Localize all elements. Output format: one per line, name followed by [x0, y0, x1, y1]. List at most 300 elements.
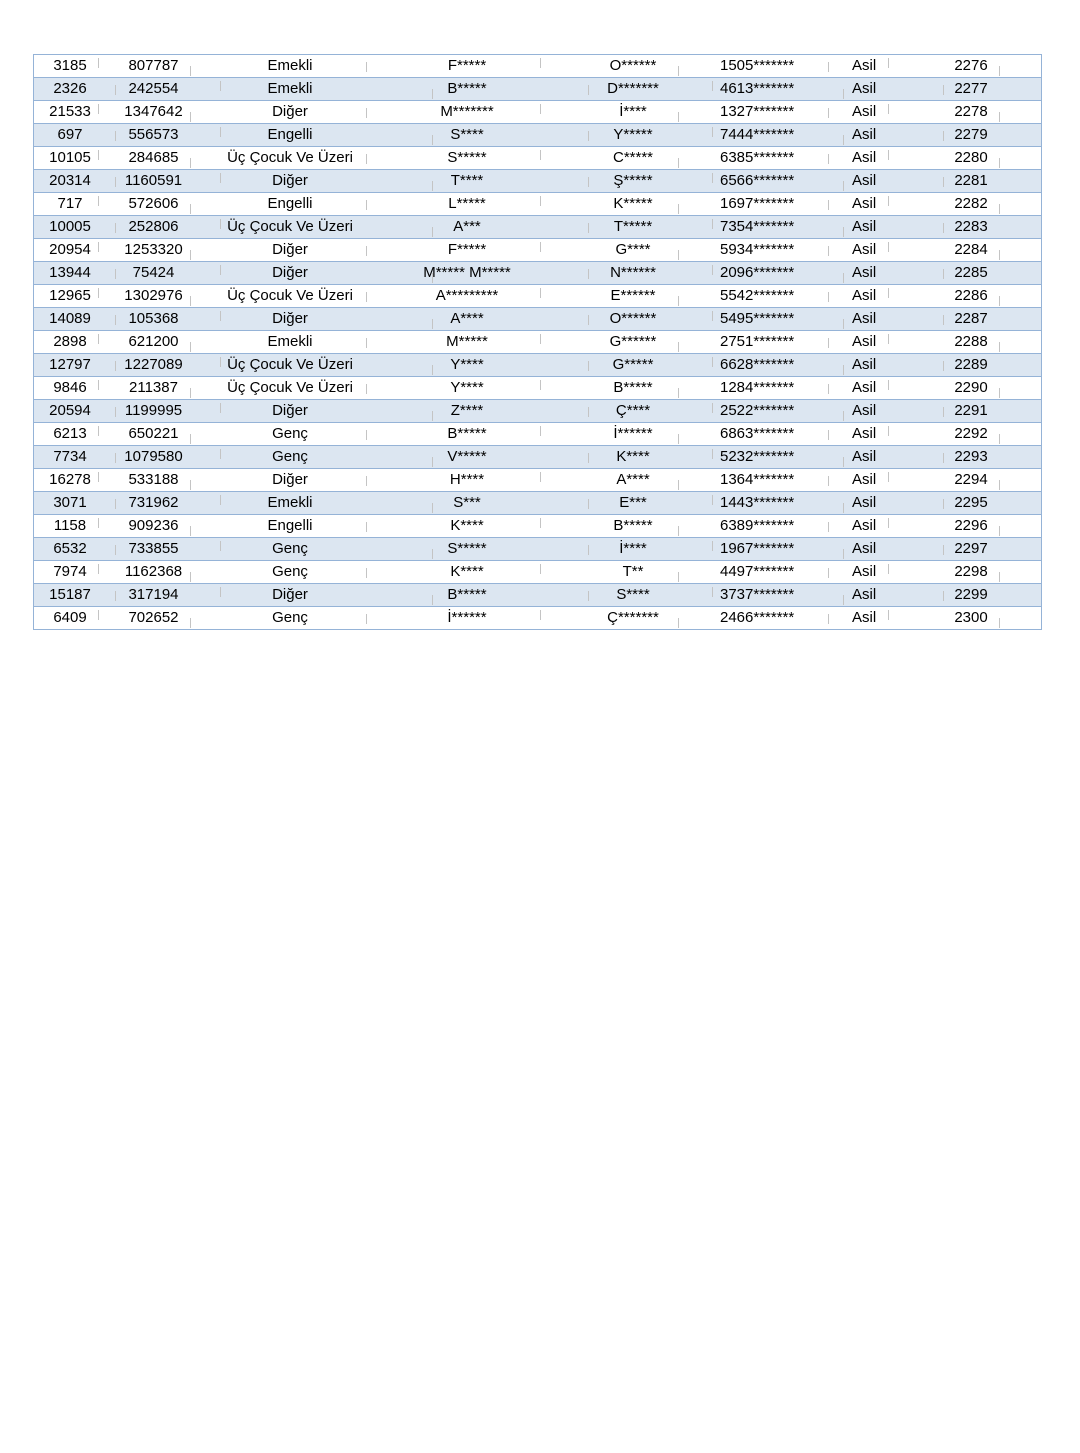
guide-tick	[115, 177, 116, 187]
guide-tick	[888, 610, 889, 620]
row-number-cell: 10005	[49, 218, 91, 235]
masked-id-cell: 3737*******	[720, 586, 795, 603]
row-number-cell: 717	[57, 195, 83, 212]
guide-tick	[943, 545, 944, 555]
status-cell: Asil	[852, 103, 877, 120]
table-row	[34, 170, 1041, 193]
guide-tick	[190, 434, 191, 444]
guide-tick	[115, 85, 116, 95]
sequence-cell: 2288	[954, 333, 988, 350]
guide-tick	[190, 526, 191, 536]
table-row	[34, 423, 1041, 446]
first-name-cell: Y****	[450, 379, 484, 396]
sequence-cell: 2277	[954, 80, 988, 97]
id-cell: 284685	[128, 149, 179, 166]
id-cell: 731962	[128, 494, 179, 511]
row-number-cell: 7974	[53, 563, 87, 580]
table-row	[34, 285, 1041, 308]
last-name-cell: O******	[609, 57, 657, 74]
status-cell: Asil	[852, 471, 877, 488]
status-cell: Asil	[852, 494, 877, 511]
masked-id-cell: 1284*******	[720, 379, 795, 396]
first-name-cell: F*****	[447, 241, 487, 258]
guide-tick	[432, 89, 433, 99]
sequence-cell: 2290	[954, 379, 988, 396]
id-cell: 1347642	[124, 103, 183, 120]
guide-tick	[366, 614, 367, 624]
guide-tick	[115, 499, 116, 509]
status-cell: Asil	[852, 333, 877, 350]
guide-tick	[190, 66, 191, 76]
status-cell: Asil	[852, 609, 877, 626]
guide-tick	[220, 219, 221, 229]
table-row	[34, 147, 1041, 170]
masked-id-cell: 1967*******	[720, 540, 795, 557]
category-cell: Genç	[272, 425, 308, 442]
masked-id-cell: 2522*******	[720, 402, 795, 419]
first-name-cell: F*****	[447, 57, 487, 74]
sequence-cell: 2283	[954, 218, 988, 235]
first-name-cell: Z****	[450, 402, 484, 419]
status-cell: Asil	[852, 195, 877, 212]
guide-tick	[678, 388, 679, 398]
last-name-cell: D*******	[607, 80, 659, 97]
guide-tick	[366, 476, 367, 486]
guide-tick	[828, 200, 829, 210]
status-cell: Asil	[852, 149, 877, 166]
guide-tick	[540, 150, 541, 160]
first-name-cell: A****	[450, 310, 484, 327]
sequence-cell: 2281	[954, 172, 988, 189]
guide-tick	[712, 127, 713, 137]
guide-tick	[843, 549, 844, 559]
guide-tick	[999, 572, 1000, 582]
guide-tick	[999, 434, 1000, 444]
guide-tick	[712, 173, 713, 183]
id-cell: 1302976	[124, 287, 183, 304]
category-cell: Diğer	[272, 471, 308, 488]
category-cell: Engelli	[267, 126, 313, 143]
masked-id-cell: 6566*******	[720, 172, 795, 189]
guide-tick	[678, 112, 679, 122]
guide-tick	[98, 564, 99, 574]
guide-tick	[190, 158, 191, 168]
category-cell: Üç Çocuk Ve Üzeri	[227, 218, 353, 235]
sequence-cell: 2294	[954, 471, 988, 488]
guide-tick	[888, 58, 889, 68]
guide-tick	[540, 104, 541, 114]
status-cell: Asil	[852, 379, 877, 396]
guide-tick	[540, 472, 541, 482]
masked-id-cell: 5232*******	[720, 448, 795, 465]
last-name-cell: B*****	[613, 379, 653, 396]
last-name-cell: Ş*****	[613, 172, 653, 189]
id-cell: 650221	[128, 425, 179, 442]
guide-tick	[588, 591, 589, 601]
guide-tick	[190, 388, 191, 398]
sequence-cell: 2297	[954, 540, 988, 557]
id-cell: 252806	[128, 218, 179, 235]
last-name-cell: Ç****	[615, 402, 651, 419]
guide-tick	[432, 549, 433, 559]
guide-tick	[540, 564, 541, 574]
row-number-cell: 14089	[49, 310, 91, 327]
last-name-cell: E***	[619, 494, 647, 511]
status-cell: Asil	[852, 264, 877, 281]
guide-tick	[115, 453, 116, 463]
category-cell: Emekli	[267, 57, 313, 74]
masked-id-cell: 1443*******	[720, 494, 795, 511]
status-cell: Asil	[852, 80, 877, 97]
guide-tick	[843, 411, 844, 421]
first-name-cell: B*****	[447, 425, 487, 442]
sequence-cell: 2295	[954, 494, 988, 511]
first-name-cell: M*****	[446, 333, 488, 350]
guide-tick	[843, 227, 844, 237]
table-row	[34, 124, 1041, 147]
guide-tick	[843, 89, 844, 99]
guide-tick	[190, 204, 191, 214]
guide-tick	[115, 223, 116, 233]
first-name-cell: A*********	[435, 287, 499, 304]
status-cell: Asil	[852, 310, 877, 327]
guide-tick	[432, 457, 433, 467]
guide-tick	[98, 196, 99, 206]
guide-tick	[888, 426, 889, 436]
sequence-cell: 2296	[954, 517, 988, 534]
guide-tick	[432, 365, 433, 375]
guide-tick	[540, 196, 541, 206]
guide-tick	[943, 315, 944, 325]
status-cell: Asil	[852, 218, 877, 235]
id-cell: 242554	[128, 80, 179, 97]
status-cell: Asil	[852, 448, 877, 465]
id-cell: 572606	[128, 195, 179, 212]
guide-tick	[943, 177, 944, 187]
masked-id-cell: 6389*******	[720, 517, 795, 534]
masked-id-cell: 7444*******	[720, 126, 795, 143]
last-name-cell: İ****	[619, 540, 647, 557]
guide-tick	[999, 204, 1000, 214]
row-number-cell: 20594	[49, 402, 91, 419]
first-name-cell: M***** M*****	[423, 264, 511, 281]
first-name-cell: K****	[450, 563, 484, 580]
table-row	[34, 515, 1041, 538]
guide-tick	[115, 361, 116, 371]
guide-tick	[943, 131, 944, 141]
last-name-cell: K*****	[613, 195, 653, 212]
row-number-cell: 10105	[49, 149, 91, 166]
masked-id-cell: 4497*******	[720, 563, 795, 580]
sequence-cell: 2300	[954, 609, 988, 626]
guide-tick	[588, 131, 589, 141]
guide-tick	[888, 564, 889, 574]
category-cell: Emekli	[267, 494, 313, 511]
guide-tick	[588, 269, 589, 279]
last-name-cell: B*****	[613, 517, 653, 534]
category-cell: Diğer	[272, 586, 308, 603]
guide-tick	[98, 472, 99, 482]
guide-tick	[888, 196, 889, 206]
last-name-cell: T*****	[613, 218, 653, 235]
row-number-cell: 9846	[53, 379, 87, 396]
last-name-cell: İ******	[613, 425, 653, 442]
guide-tick	[588, 177, 589, 187]
guide-tick	[678, 158, 679, 168]
row-number-cell: 3071	[53, 494, 87, 511]
guide-tick	[678, 204, 679, 214]
status-cell: Asil	[852, 517, 877, 534]
category-cell: Genç	[272, 563, 308, 580]
status-cell: Asil	[852, 57, 877, 74]
masked-id-cell: 2751*******	[720, 333, 795, 350]
category-cell: Üç Çocuk Ve Üzeri	[227, 356, 353, 373]
table-row	[34, 400, 1041, 423]
guide-tick	[712, 219, 713, 229]
masked-id-cell: 2096*******	[720, 264, 795, 281]
guide-tick	[220, 357, 221, 367]
guide-tick	[712, 357, 713, 367]
guide-tick	[588, 361, 589, 371]
guide-tick	[943, 361, 944, 371]
table-row	[34, 101, 1041, 124]
status-cell: Asil	[852, 172, 877, 189]
id-cell: 211387	[129, 379, 178, 396]
guide-tick	[98, 380, 99, 390]
category-cell: Üç Çocuk Ve Üzeri	[227, 379, 353, 396]
guide-tick	[999, 112, 1000, 122]
guide-tick	[588, 85, 589, 95]
first-name-cell: T****	[450, 172, 484, 189]
guide-tick	[943, 453, 944, 463]
sequence-cell: 2284	[954, 241, 988, 258]
guide-tick	[828, 430, 829, 440]
masked-id-cell: 5934*******	[720, 241, 795, 258]
guide-tick	[220, 495, 221, 505]
last-name-cell: N******	[610, 264, 656, 281]
guide-tick	[828, 522, 829, 532]
category-cell: Genç	[272, 609, 308, 626]
guide-tick	[98, 334, 99, 344]
guide-tick	[366, 200, 367, 210]
guide-tick	[366, 384, 367, 394]
id-cell: 75424	[132, 264, 175, 281]
guide-tick	[678, 618, 679, 628]
guide-tick	[843, 319, 844, 329]
guide-tick	[366, 292, 367, 302]
guide-tick	[712, 449, 713, 459]
row-number-cell: 1158	[53, 517, 87, 534]
guide-tick	[540, 58, 541, 68]
guide-tick	[999, 388, 1000, 398]
guide-tick	[432, 135, 433, 145]
guide-tick	[678, 250, 679, 260]
category-cell: Diğer	[272, 103, 308, 120]
guide-tick	[999, 618, 1000, 628]
id-cell: 1079580	[124, 448, 183, 465]
row-number-cell: 3185	[53, 57, 87, 74]
guide-tick	[712, 495, 713, 505]
masked-id-cell: 1505*******	[720, 57, 795, 74]
guide-tick	[888, 288, 889, 298]
id-cell: 621200	[128, 333, 179, 350]
id-cell: 1227089	[124, 356, 183, 373]
guide-tick	[843, 457, 844, 467]
first-name-cell: S*****	[447, 149, 487, 166]
guide-tick	[190, 342, 191, 352]
guide-tick	[588, 315, 589, 325]
table-row	[34, 446, 1041, 469]
category-cell: Emekli	[267, 80, 313, 97]
sequence-cell: 2298	[954, 563, 988, 580]
first-name-cell: B*****	[447, 80, 487, 97]
guide-tick	[220, 265, 221, 275]
status-cell: Asil	[852, 563, 877, 580]
sequence-cell: 2279	[954, 126, 988, 143]
sequence-cell: 2299	[954, 586, 988, 603]
guide-tick	[588, 499, 589, 509]
sequence-cell: 2280	[954, 149, 988, 166]
guide-tick	[432, 411, 433, 421]
guide-tick	[828, 292, 829, 302]
guide-tick	[366, 338, 367, 348]
status-cell: Asil	[852, 356, 877, 373]
guide-tick	[843, 273, 844, 283]
id-cell: 317194	[128, 586, 179, 603]
row-number-cell: 2898	[53, 333, 87, 350]
id-cell: 105368	[128, 310, 179, 327]
guide-tick	[843, 365, 844, 375]
category-cell: Üç Çocuk Ve Üzeri	[227, 287, 353, 304]
category-cell: Engelli	[267, 195, 313, 212]
last-name-cell: T**	[622, 563, 644, 580]
sequence-cell: 2285	[954, 264, 988, 281]
table-row	[34, 354, 1041, 377]
table-row	[34, 607, 1041, 629]
table-row	[34, 377, 1041, 400]
guide-tick	[115, 315, 116, 325]
guide-tick	[115, 545, 116, 555]
guide-tick	[828, 384, 829, 394]
masked-id-cell: 1697*******	[720, 195, 795, 212]
category-cell: Diğer	[272, 310, 308, 327]
row-number-cell: 12797	[49, 356, 91, 373]
guide-tick	[678, 66, 679, 76]
sequence-cell: 2282	[954, 195, 988, 212]
guide-tick	[220, 81, 221, 91]
guide-tick	[190, 296, 191, 306]
guide-tick	[843, 503, 844, 513]
guide-tick	[999, 296, 1000, 306]
guide-tick	[943, 407, 944, 417]
masked-id-cell: 6863*******	[720, 425, 795, 442]
guide-tick	[678, 480, 679, 490]
row-number-cell: 697	[57, 126, 83, 143]
id-cell: 733855	[128, 540, 179, 557]
guide-tick	[678, 572, 679, 582]
status-cell: Asil	[852, 425, 877, 442]
guide-tick	[588, 453, 589, 463]
row-number-cell: 16278	[49, 471, 91, 488]
guide-tick	[115, 407, 116, 417]
table-row	[34, 193, 1041, 216]
guide-tick	[366, 522, 367, 532]
row-number-cell: 20954	[49, 241, 91, 258]
guide-tick	[828, 246, 829, 256]
guide-tick	[888, 518, 889, 528]
guide-tick	[220, 403, 221, 413]
first-name-cell: İ******	[447, 609, 487, 626]
last-name-cell: İ****	[619, 103, 647, 120]
guide-tick	[366, 154, 367, 164]
guide-tick	[98, 150, 99, 160]
category-cell: Diğer	[272, 241, 308, 258]
guide-tick	[712, 403, 713, 413]
guide-tick	[190, 480, 191, 490]
category-cell: Emekli	[267, 333, 313, 350]
last-name-cell: G******	[609, 333, 657, 350]
guide-tick	[190, 572, 191, 582]
first-name-cell: B*****	[447, 586, 487, 603]
sequence-cell: 2289	[954, 356, 988, 373]
id-cell: 1162368	[124, 563, 183, 580]
guide-tick	[888, 242, 889, 252]
guide-tick	[843, 135, 844, 145]
first-name-cell: V*****	[447, 448, 487, 465]
guide-tick	[999, 250, 1000, 260]
last-name-cell: G*****	[612, 356, 654, 373]
status-cell: Asil	[852, 126, 877, 143]
last-name-cell: Ç*******	[607, 609, 659, 626]
guide-tick	[540, 610, 541, 620]
guide-tick	[588, 223, 589, 233]
guide-tick	[115, 131, 116, 141]
guide-tick	[588, 407, 589, 417]
table-row	[34, 78, 1041, 101]
guide-tick	[540, 288, 541, 298]
first-name-cell: H****	[449, 471, 485, 488]
row-number-cell: 21533	[49, 103, 91, 120]
id-cell: 1199995	[124, 402, 183, 419]
guide-tick	[999, 342, 1000, 352]
guide-tick	[98, 288, 99, 298]
row-number-cell: 7734	[53, 448, 87, 465]
sequence-cell: 2291	[954, 402, 988, 419]
row-number-cell: 12965	[49, 287, 91, 304]
guide-tick	[712, 541, 713, 551]
guide-tick	[588, 545, 589, 555]
category-cell: Genç	[272, 540, 308, 557]
first-name-cell: S***	[453, 494, 481, 511]
guide-tick	[828, 338, 829, 348]
guide-tick	[888, 472, 889, 482]
category-cell: Genç	[272, 448, 308, 465]
guide-tick	[678, 296, 679, 306]
guide-tick	[366, 430, 367, 440]
category-cell: Diğer	[272, 172, 308, 189]
guide-tick	[98, 242, 99, 252]
table-row	[34, 469, 1041, 492]
guide-tick	[115, 269, 116, 279]
guide-tick	[843, 595, 844, 605]
status-cell: Asil	[852, 586, 877, 603]
table-row	[34, 262, 1041, 285]
masked-id-cell: 6385*******	[720, 149, 795, 166]
first-name-cell: K****	[450, 517, 484, 534]
masked-id-cell: 5542*******	[720, 287, 795, 304]
guide-tick	[999, 66, 1000, 76]
guide-tick	[828, 108, 829, 118]
